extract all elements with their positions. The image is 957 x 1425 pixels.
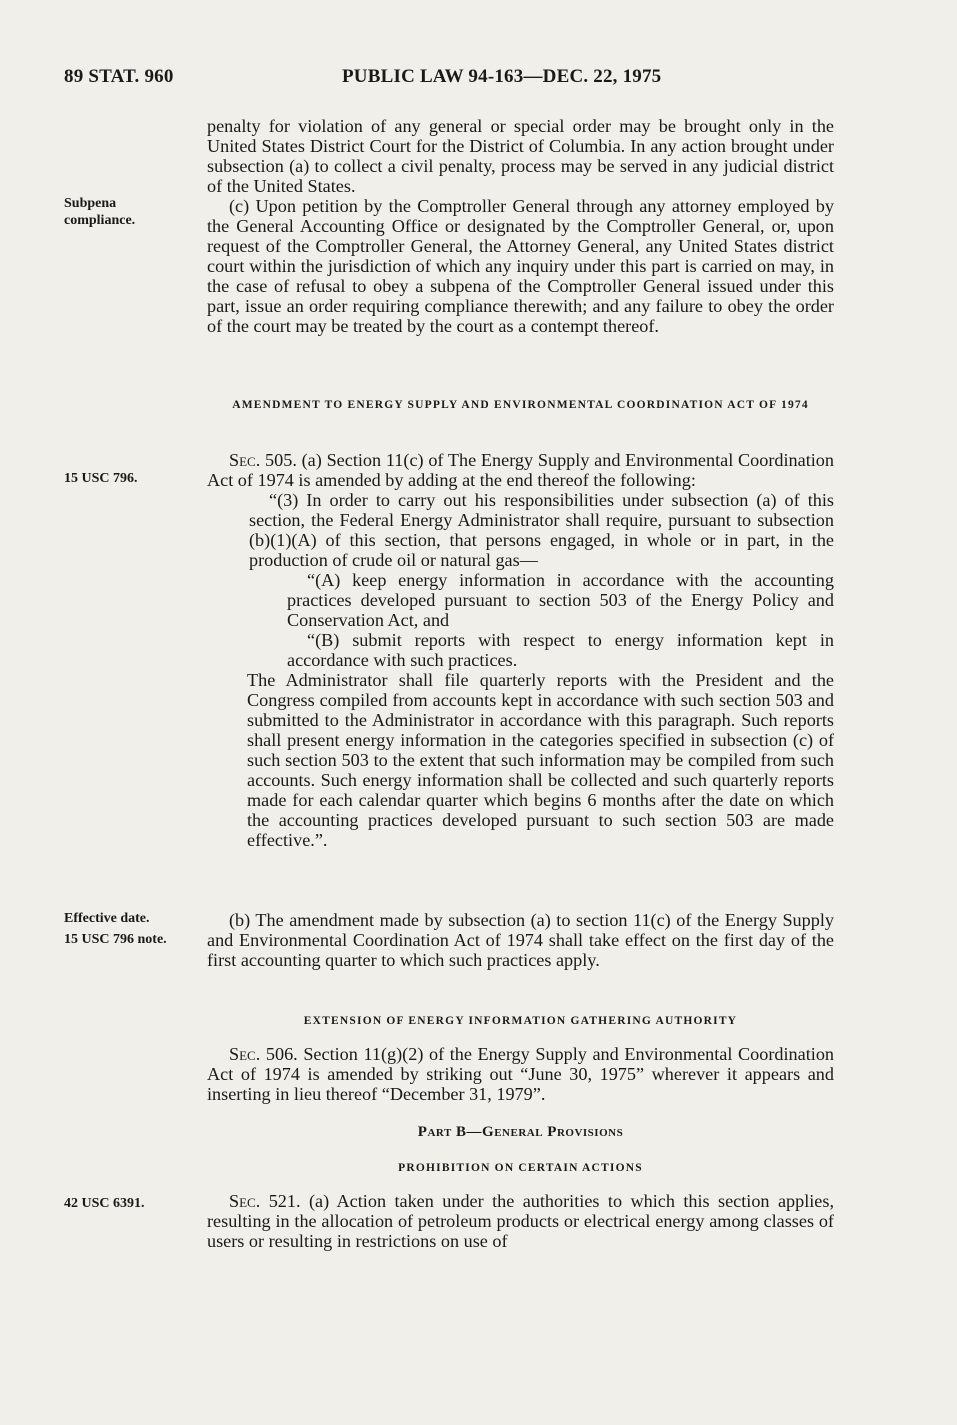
quote-b-text: “(B) submit reports with respect to energy information kept in accordance with such practices. <box>287 630 834 670</box>
section-505 <box>207 450 834 850</box>
section-heading-amendment: AMENDMENT TO ENERGY SUPPLY AND ENVIRONMENTAL COORDINATION ACT OF 1974 <box>232 399 809 411</box>
section-heading-prohibition: PROHIBITION ON CERTAIN ACTIONS <box>398 1162 643 1174</box>
paragraph-penalty <box>207 116 834 196</box>
section-521-text <box>207 1191 834 1251</box>
section-505-b <box>207 910 834 970</box>
section-521-body: 521. (a) Action taken under the authorities to which this section applies, resulting in the allocation of petroleum products or electrical energy among classes of users or resulting in restrictions on use of <box>207 1191 835 1251</box>
margin-note-usc-796-note: 15 USC 796 note. <box>64 932 167 947</box>
section-label: Sec. <box>229 450 261 470</box>
section-505-b-text: (b) The amendment made by subsection (a) to section 11(c) of the Energy Supply and Environmental Coordination Act of 1974 shall take effect on the first day of the first accounting quarter to which such practices apply. <box>207 910 834 970</box>
margin-note-subpena: Subpena compliance. <box>64 196 136 228</box>
quote-administrator-text: The Administrator shall file quarterly reports with the President and the Congress compiled from accounts kept in accordance with such section 503 and submitted to the Administrator in accordance with this paragraph. Such reports shall present energy information in the categories specified in subsection (c) of such section 503 to the extent that such information may be compiled from such accounts. Such energy information shall be collected and such quarterly reports made for each calendar quarter which begins 6 months after the date on which the accounting practices developed pursuant to such section 503 are made effective.”. <box>247 670 834 850</box>
section-505-intro <box>207 450 834 490</box>
quote-subparagraph-a <box>207 570 834 630</box>
section-label: Sec. <box>229 1191 261 1211</box>
quote-subparagraph-b <box>207 630 834 670</box>
quote-administrator <box>207 670 834 850</box>
quote-paragraph-3 <box>207 490 834 570</box>
section-label: Sec. <box>229 1044 261 1064</box>
page-stat-number: 89 STAT. 960 <box>64 66 174 87</box>
quote-3-text: “(3) In order to carry out his responsibilities under subsection (a) of this section, the Federal Energy Administrator shall require, pursuant to subsection (b)(1)(A) of this section, that persons engaged, in whole or in part, in the production of crude oil or natural gas— <box>249 490 834 570</box>
paragraph-subpena <box>207 196 834 336</box>
part-heading: Part B—General Provisions <box>417 1124 624 1140</box>
margin-note-effective-date: Effective date. <box>64 911 150 926</box>
margin-note-usc-6391: 42 USC 6391. <box>64 1196 145 1211</box>
section-505-intro-text: 505. (a) Section 11(c) of The Energy Supply and Environmental Coordination Act of 1974 is amended by adding at the end thereof the following: <box>207 450 834 490</box>
section-heading-extension: EXTENSION OF ENERGY INFORMATION GATHERING AUTHORITY <box>303 1015 738 1027</box>
section-506-body: 506. Section 11(g)(2) of the Energy Supply and Environmental Coordination Act of 1974 is amended by striking out “June 30, 1975” wherever it appears and inserting in lieu thereof “December 31, 1979”. <box>207 1044 835 1104</box>
margin-note-usc-796: 15 USC 796. <box>64 471 138 486</box>
paragraph-penalty-text: penalty for violation of any general or special order may be brought only in the United States District Court for the District of Columbia. In any action brought under subsection (a) to collect a civil penalty, process may be served in any judicial district of the United States. <box>207 116 834 196</box>
section-506 <box>207 1044 834 1104</box>
quote-a-text: “(A) keep energy information in accordance with the accounting practices developed pursuant to section 503 of the Energy Policy and Conservation Act, and <box>287 570 834 630</box>
section-506-text <box>207 1044 834 1104</box>
running-header: PUBLIC LAW 94-163—DEC. 22, 1975 <box>342 66 662 87</box>
paragraph-subpena-text: (c) Upon petition by the Comptroller General through any attorney employed by the General Accounting Office or designated by the Comptroller General, or, upon request of the Comptroller General, the Attorney General, any United States district court within the jurisdiction of which any inquiry under this part is carried on may, in the case of refusal to obey a subpena of the Comptroller General issued under this part, issue an order requiring compliance therewith; and any failure to obey the order of the court may be treated by the court as a contempt thereof. <box>207 196 834 336</box>
section-521 <box>207 1191 834 1251</box>
